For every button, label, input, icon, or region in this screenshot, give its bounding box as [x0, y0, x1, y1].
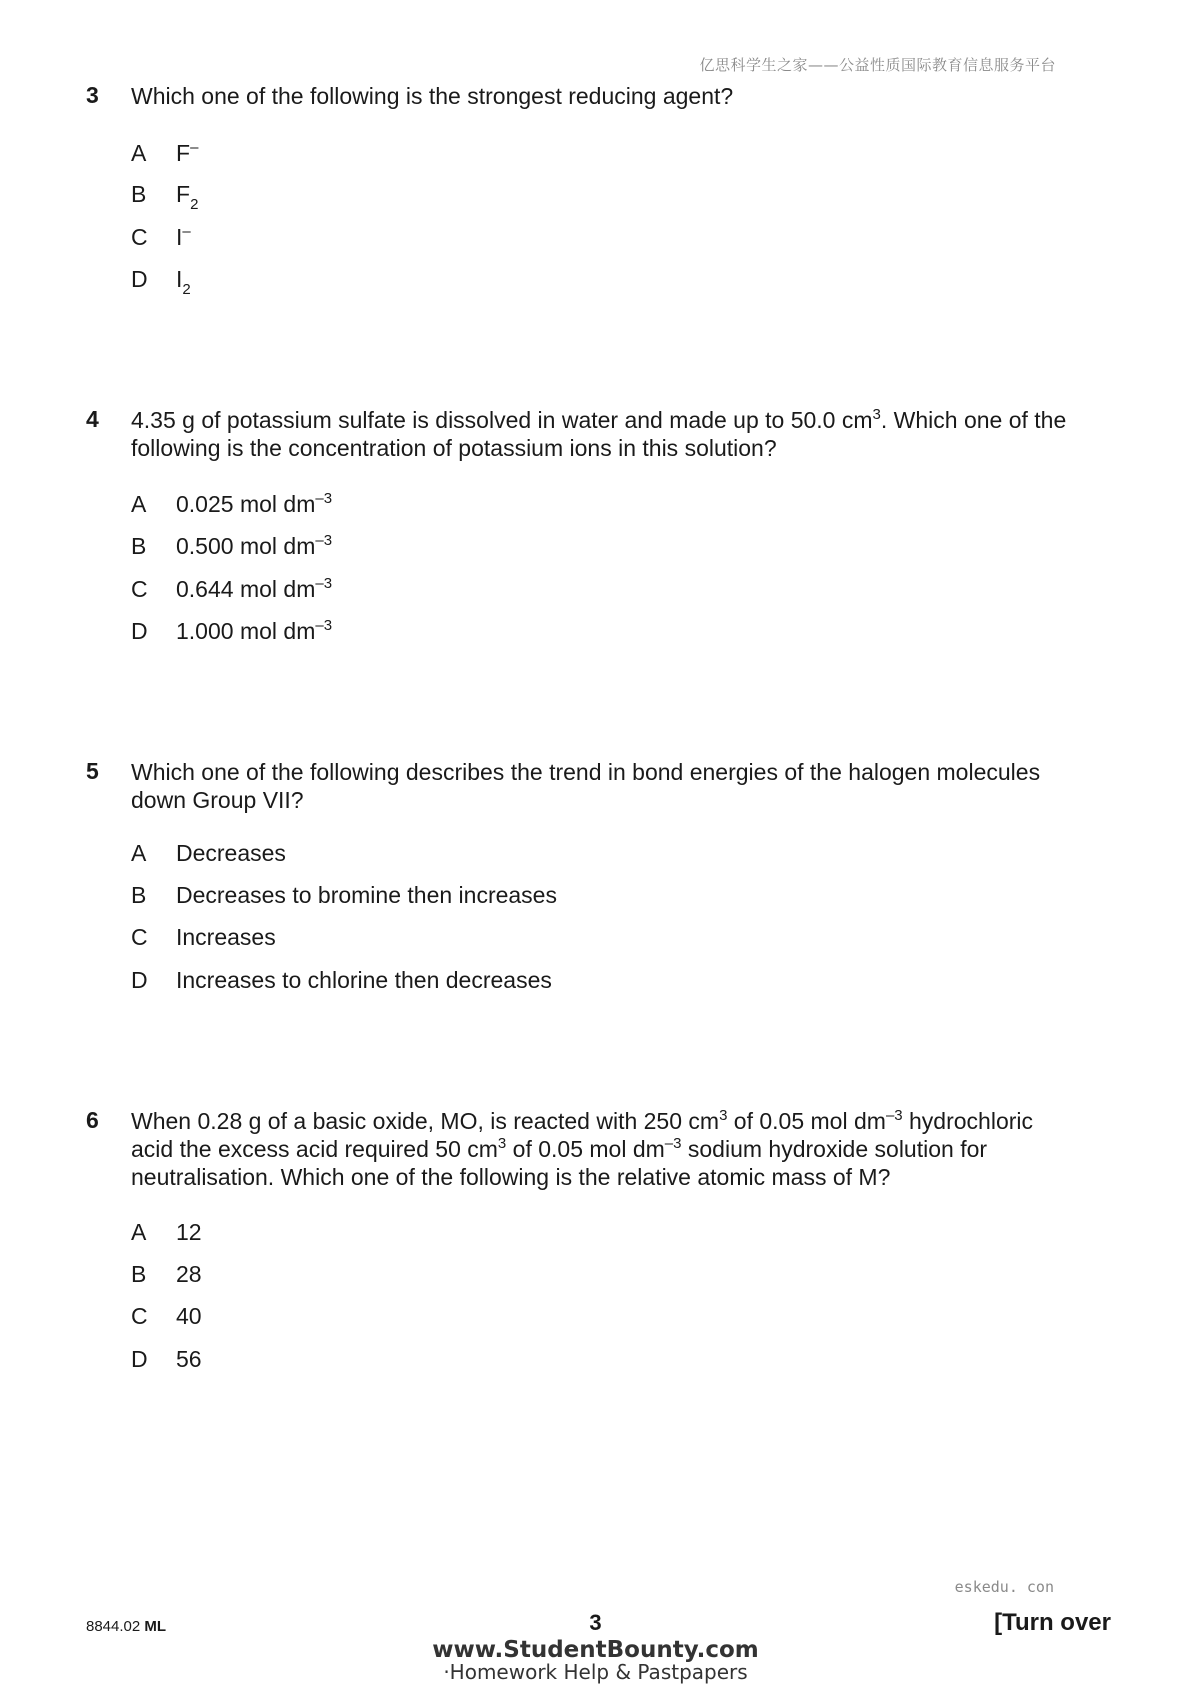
option-text: $I_2$	[176, 266, 191, 298]
option-letter: B	[131, 1261, 147, 1287]
option-letter: B	[131, 882, 147, 908]
option-letter: D	[131, 967, 148, 993]
option-text: Increases	[176, 924, 276, 950]
option-letter: D	[131, 266, 148, 292]
question-number: 6	[86, 1107, 99, 1133]
studentbounty-tagline: ·Homework Help & Pastpapers	[443, 1660, 748, 1684]
option-text: I–	[176, 223, 191, 250]
question-text: Which one of the following describes the trend in bond energies of the halogen molecules	[131, 759, 1041, 785]
option-text: 56	[176, 1346, 202, 1372]
question-number: 3	[86, 82, 99, 108]
option-letter: A	[131, 140, 147, 166]
question-text: 4.35 g of potassium sulfate is dissolved in water and made up to 50.0 $cm^3$. Which one of the	[131, 406, 1067, 433]
option-letter: B	[131, 181, 147, 207]
turn-over-label: [Turn over	[994, 1609, 1111, 1636]
option-text: F–	[176, 139, 199, 166]
question-text: following is the concentration of potassium ions in this solution?	[131, 435, 777, 461]
question-text: neutralisation. Which one of the following is the relative atomic mass of M?	[131, 1164, 891, 1190]
option-text: Decreases	[176, 840, 286, 866]
header-watermark: 亿思科学生之家——公益性质国际教育信息服务平台	[699, 56, 1056, 74]
option-text: $F_2$	[176, 181, 199, 213]
option-letter: A	[131, 1219, 147, 1245]
option-text: Decreases to bromine then increases	[176, 882, 557, 908]
question-text: When 0.28 g of a basic oxide, MO, is reacted with 250 $cm^3$ of 0.05 mol $dm^{-3}$ hydrochloric	[131, 1107, 1034, 1134]
option-text: 40	[176, 1303, 202, 1329]
option-text: 12	[176, 1219, 202, 1245]
option-letter: A	[131, 840, 147, 866]
question-text: Which one of the following is the strongest reducing agent?	[131, 83, 734, 109]
option-letter: C	[131, 224, 148, 250]
paper-code: 8844.02 ML	[86, 1618, 167, 1635]
option-text: Increases to chlorine then decreases	[176, 967, 552, 993]
option-letter: C	[131, 1303, 148, 1329]
option-text: 1.000 mol $dm^{-3}$	[176, 617, 333, 644]
page-number: 3	[589, 1610, 602, 1635]
option-text: 0.025 mol $dm^{-3}$	[176, 490, 333, 517]
studentbounty-url: www.StudentBounty.com	[432, 1637, 759, 1663]
option-letter: D	[131, 618, 148, 644]
question-number: 4	[86, 406, 99, 432]
question-text: down Group VII?	[131, 787, 304, 813]
eskedu-watermark: eskedu. con	[954, 1578, 1054, 1596]
option-text: 0.500 mol $dm^{-3}$	[176, 532, 333, 559]
option-letter: C	[131, 576, 148, 602]
question-text: acid the excess acid required 50 $cm^3$ of 0.05 mol $dm^{-3}$ sodium hydroxide solution for	[131, 1135, 988, 1162]
option-text: 28	[176, 1261, 202, 1287]
option-text: 0.644 mol $dm^{-3}$	[176, 575, 333, 602]
option-letter: B	[131, 533, 147, 559]
option-letter: A	[131, 491, 147, 517]
option-letter: C	[131, 924, 148, 950]
question-number: 5	[86, 758, 99, 784]
option-letter: D	[131, 1346, 148, 1372]
